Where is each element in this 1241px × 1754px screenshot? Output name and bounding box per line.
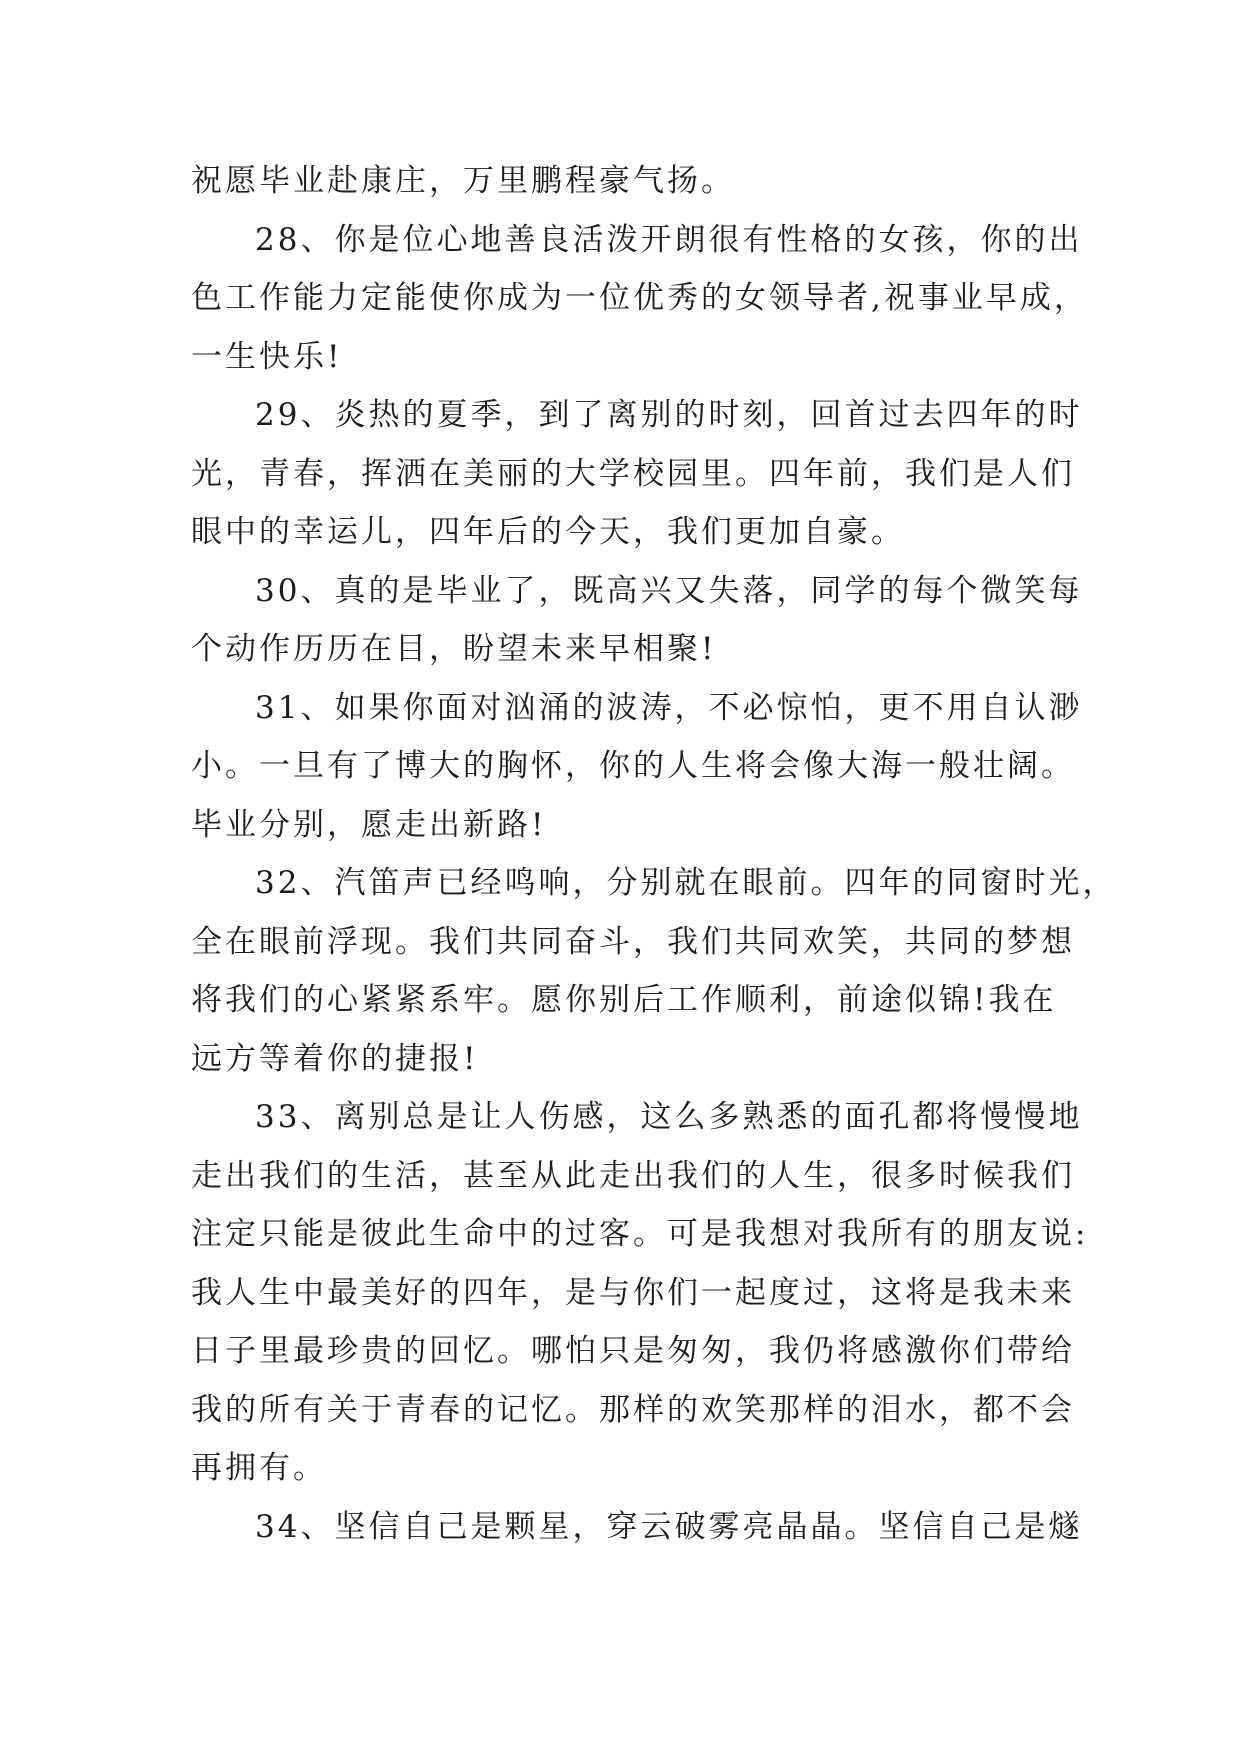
text-line: 我人生中最美好的四年，是与你们一起度过，这将是我未来 <box>191 1274 1075 1311</box>
paragraph-34-first-line: 34、坚信自己是颗星，穿云破雾亮晶晶。坚信自己是燧 <box>255 1508 1083 1545</box>
paragraph-28-first-line: 28、你是位心地善良活泼开朗很有性格的女孩，你的出 <box>255 221 1083 258</box>
text-line: 全在眼前浮现。我们共同奋斗，我们共同欢笑，共同的梦想 <box>191 923 1075 960</box>
text-line: 日子里最珍贵的回忆。哪怕只是匆匆，我仍将感激你们带给 <box>191 1333 1075 1369</box>
text-line: 注定只能是彼此生命中的过客。可是我想对我所有的朋友说: <box>191 1216 1089 1252</box>
text-line: 远方等着你的捷报! <box>191 1040 479 1077</box>
text-line: 祝愿毕业赴康庄，万里鹏程豪气扬。 <box>191 163 735 199</box>
text-line: 色工作能力定能使你成为一位优秀的女领导者,祝事业早成， <box>191 280 1088 316</box>
paragraph-30-first-line: 30、真的是毕业了，既高兴又失落，同学的每个微笑每 <box>255 572 1083 609</box>
paragraph-33-first-line: 33、离别总是让人伤感，这么多熟悉的面孔都将慢慢地 <box>255 1099 1083 1135</box>
text-line: 光，青春，挥洒在美丽的大学校园里。四年前，我们是人们 <box>191 455 1075 492</box>
text-line: 一生快乐! <box>191 338 343 375</box>
text-line: 再拥有。 <box>191 1450 327 1486</box>
text-line: 将我们的心紧紧系牢。愿你别后工作顺利，前途似锦!我在 <box>191 982 1057 1018</box>
paragraph-31-first-line: 31、如果你面对汹涌的波涛，不必惊怕，更不用自认渺 <box>255 689 1083 726</box>
text-line: 眼中的幸运儿，四年后的今天，我们更加自豪。 <box>191 514 905 550</box>
text-line: 我的所有关于青春的记忆。那样的欢笑那样的泪水，都不会 <box>191 1391 1075 1428</box>
document-body <box>191 152 1117 1556</box>
paragraph-29-first-line: 29、炎热的夏季，到了离别的时刻，回首过去四年的时 <box>255 397 1083 433</box>
text-line: 走出我们的生活，甚至从此走出我们的人生，很多时候我们 <box>191 1157 1075 1194</box>
text-line: 毕业分别，愿走出新路! <box>191 806 547 843</box>
text-line: 小。一旦有了博大的胸怀，你的人生将会像大海一般壮阔。 <box>191 748 1075 784</box>
paragraph-32-first-line: 32、汽笛声已经鸣响，分别就在眼前。四年的同窗时光， <box>255 865 1117 901</box>
text-line: 个动作历历在目，盼望未来早相聚! <box>191 631 717 667</box>
